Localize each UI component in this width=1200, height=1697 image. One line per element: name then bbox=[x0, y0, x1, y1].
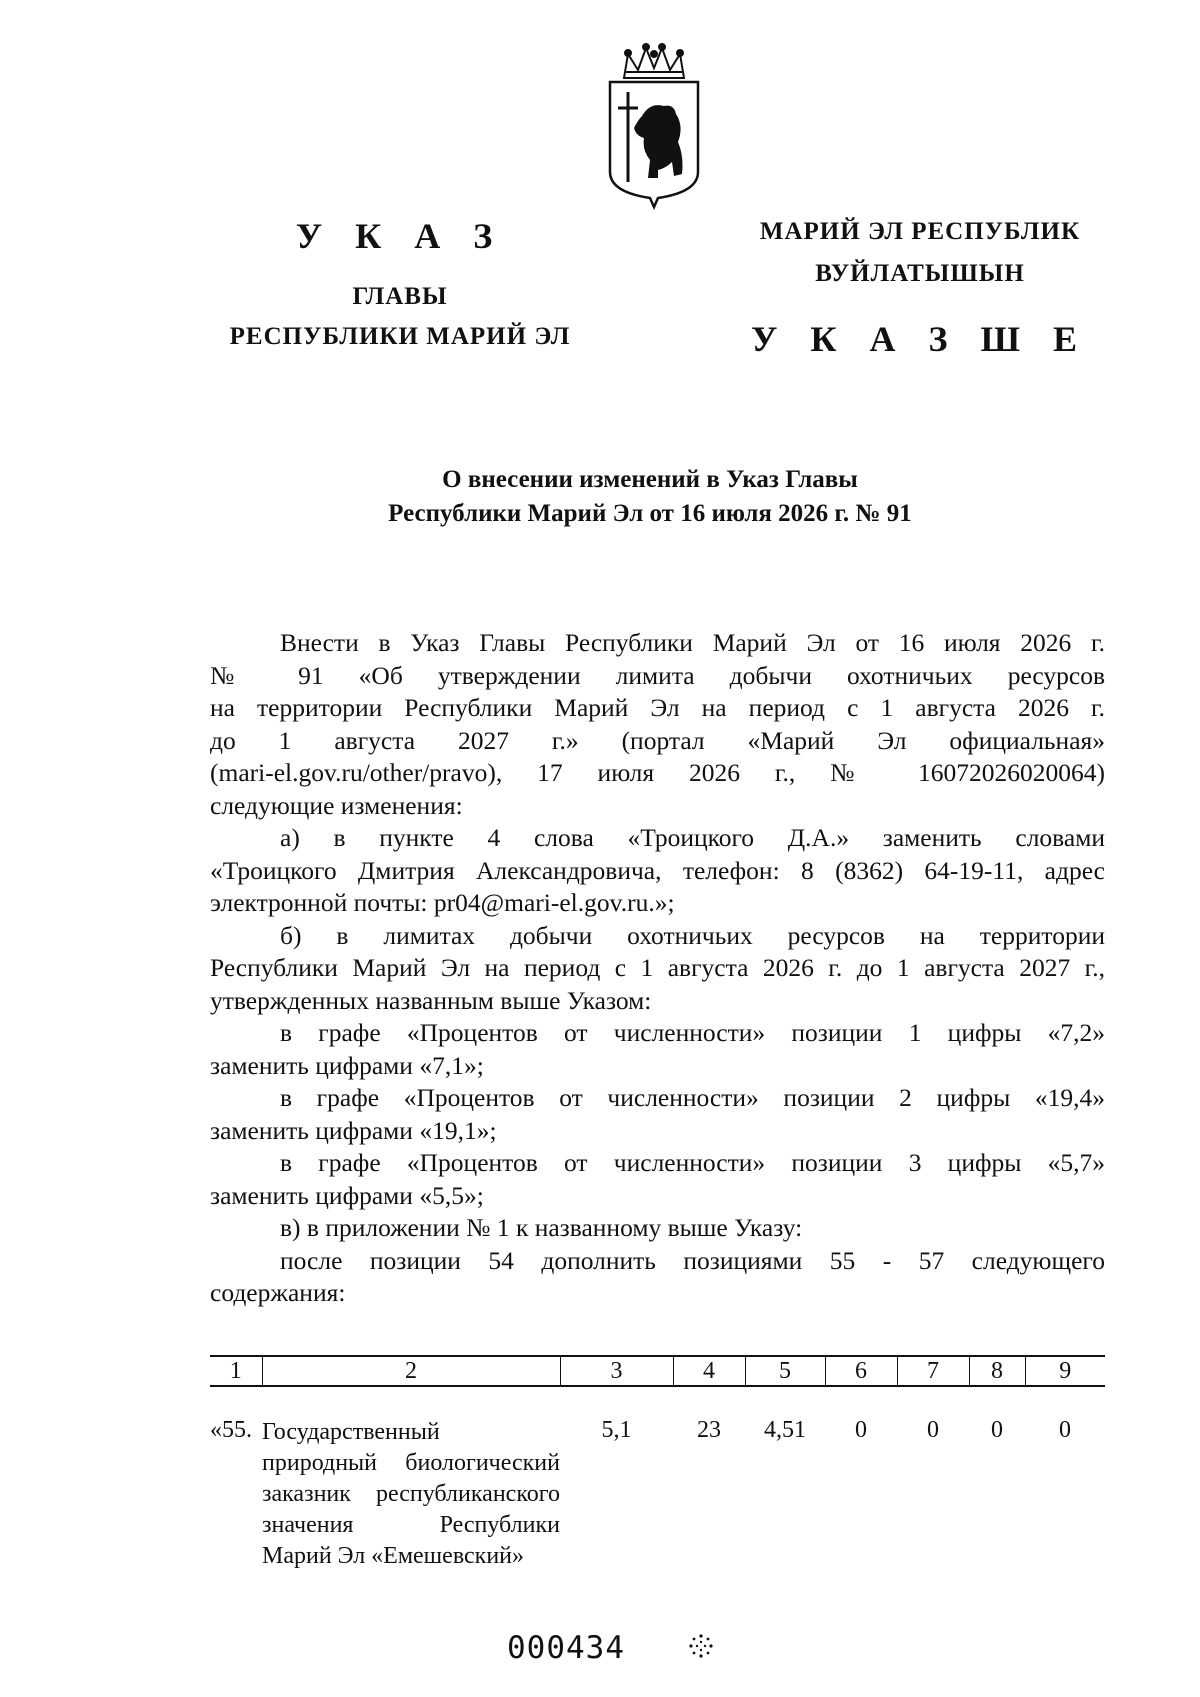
body-line: б) в лимитах добычи охотничьих ресурсов на территории bbox=[280, 920, 1105, 950]
row-name-line: значения Республики bbox=[262, 1512, 560, 1538]
body-line: «Троицкого Дмитрия Александровича, телефон: 8 (8362) 64-19-11, адрес bbox=[210, 855, 1105, 885]
body-line: до 1 августа 2027 г.» (портал «Марий Эл официальная» bbox=[210, 725, 1105, 755]
body-line: заменить цифрами «7,1»; bbox=[210, 1050, 484, 1080]
row-number: «55. bbox=[210, 1417, 252, 1443]
body-line: в графе «Процентов от численности» позиции 3 цифры «5,7» bbox=[280, 1148, 1105, 1177]
row-name-line: Марий Эл «Емешевский» bbox=[262, 1543, 525, 1569]
col-header: 5 bbox=[745, 1356, 825, 1386]
body-line: утвержденных названным выше Указом: bbox=[210, 985, 652, 1015]
cell-col4: 23 bbox=[697, 1417, 721, 1443]
row-name-cell bbox=[210, 1386, 560, 1572]
col-header: 7 bbox=[897, 1356, 969, 1386]
row-name-line: Государственный bbox=[262, 1419, 440, 1445]
cell-col7: 0 bbox=[927, 1417, 939, 1443]
body-line: содержания: bbox=[210, 1278, 346, 1307]
col-header: 4 bbox=[673, 1356, 745, 1386]
title-line-1: О внесении изменений в Указ Главы bbox=[442, 466, 858, 493]
document-title bbox=[195, 463, 1105, 531]
header-mari-line2: ВУЙЛАТЫШЫН bbox=[815, 260, 1025, 287]
cell-col3: 5,1 bbox=[601, 1417, 632, 1443]
row-name bbox=[262, 1417, 560, 1572]
col-header: 9 bbox=[1025, 1356, 1105, 1386]
cell-col5: 4,51 bbox=[764, 1417, 806, 1443]
body-line: заменить цифрами «19,1»; bbox=[210, 1115, 497, 1145]
row-name-line: заказник республиканского bbox=[262, 1481, 560, 1507]
cell-col6: 0 bbox=[855, 1417, 867, 1443]
limits-table bbox=[210, 1355, 1105, 1572]
header-ukazshe: У К А З Ш Е bbox=[750, 319, 1090, 359]
body-line: заменить цифрами «5,5»; bbox=[210, 1180, 484, 1210]
security-mark-icon bbox=[688, 1633, 714, 1659]
body-line: Республики Марий Эл на период с 1 августа 2026 г. до 1 августа 2027 г., bbox=[210, 953, 1105, 982]
body-line: следующие изменения: bbox=[210, 790, 463, 820]
table-row bbox=[210, 1386, 1105, 1572]
body-line: после позиции 54 дополнить позициями 55 - 57 следующего bbox=[280, 1245, 1105, 1275]
col-header: 1 bbox=[210, 1356, 262, 1386]
body-line: а) в пункте 4 слова «Троицкого Д.А.» заменить словами bbox=[280, 823, 1105, 852]
col-header: 2 bbox=[262, 1356, 560, 1386]
body-line: Внести в Указ Главы Республики Марий Эл от 16 июля 2026 г. bbox=[280, 628, 1105, 657]
document-body bbox=[210, 627, 1105, 1310]
header-glavy: ГЛАВЫ bbox=[352, 283, 448, 310]
col-header: 3 bbox=[560, 1356, 673, 1386]
body-line: электронной почты: pr04@mari-el.gov.ru.»; bbox=[210, 888, 675, 917]
body-line: (mari-el.gov.ru/other/pravo), 17 июля 2026 г., № 16072026020064) bbox=[210, 758, 1105, 787]
header-mari-line1: МАРИЙ ЭЛ РЕСПУБЛИК bbox=[759, 218, 1081, 245]
body-line: в) в приложении № 1 к названному выше Указу: bbox=[280, 1213, 803, 1242]
col-header: 6 bbox=[825, 1356, 897, 1386]
table-header-row bbox=[210, 1356, 1105, 1386]
body-line: на территории Республики Марий Эл на период с 1 августа 2026 г. bbox=[210, 693, 1105, 722]
coat-of-arms-emblem bbox=[598, 42, 710, 212]
body-line: в графе «Процентов от численности» позиции 2 цифры «19,4» bbox=[280, 1083, 1105, 1112]
row-name-line: природный биологический bbox=[262, 1450, 560, 1476]
serial-number: 000434 bbox=[507, 1630, 625, 1666]
header-republic: РЕСПУБЛИКИ МАРИЙ ЭЛ bbox=[229, 323, 571, 350]
cell-col8: 0 bbox=[991, 1417, 1003, 1443]
header-ukaz: У К А З bbox=[295, 216, 505, 256]
title-line-2: Республики Марий Эл от 16 июля 2026 г. № 91 bbox=[388, 500, 912, 527]
body-line: № 91 «Об утверждении лимита добычи охотничьих ресурсов bbox=[210, 660, 1105, 690]
body-line: в графе «Процентов от численности» позиции 1 цифры «7,2» bbox=[280, 1018, 1105, 1047]
col-header: 8 bbox=[969, 1356, 1025, 1386]
cell-col9: 0 bbox=[1059, 1417, 1071, 1443]
